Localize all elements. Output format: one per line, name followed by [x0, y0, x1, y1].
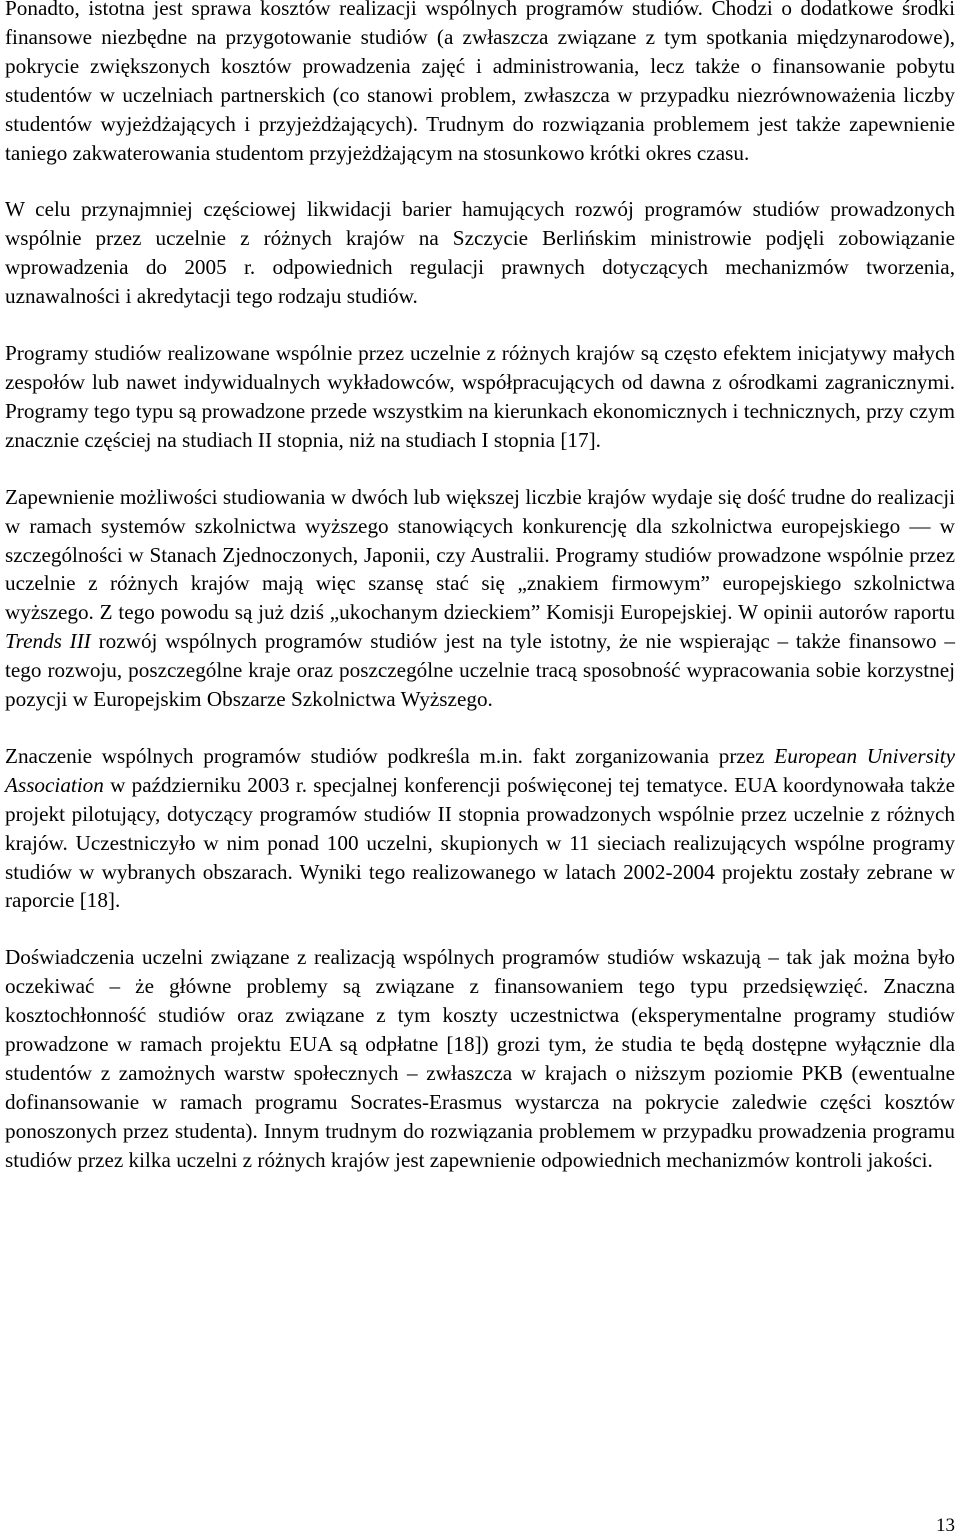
paragraph-experience: Doświadczenia uczelni związane z realizacją wspólnych programów studiów wskazują – tak jak można było oczekiwać – że główne problemy są związane z finansowaniem tego typu przedsięwzięć. Znaczna kosztochłonność studiów oraz związane z tym koszty uczestnictwa (eksperymentalne programy studiów prowadzone w ramach projektu EUA są odpłatne [18]) grozi tym, że studia te będą dostępne wyłącznie dla studentów z zamożnych warstw społecznych – zwłaszcza w krajach o niższym poziomie PKB (ewentualne dofinansowanie w ramach programu Socrates-Erasmus wystarcza na pokrycie zaledwie części kosztów ponoszonych przez studenta). Innym trudnym do rozwiązania problemem w przypadku prowadzenia programu studiów przez kilka uczelni z różnych krajów jest zapewnienie odpowiednich mechanizmów kontroli jakości. [5, 945, 955, 1172]
paragraph-text-part: w październiku 2003 r. specjalnej konferencji poświęconej tej tematyce. EUA koordynowała także projekt pilotujący, dotyczący programów studiów II stopnia prowadzonych wspólnie przez uczelnie z różnych krajów. Uczestniczyło w nim ponad 100 uczelni, skupionych w 11 sieciach realizujących wspólne programy studiów w wybranych obszarach. Wyniki tego realizowanego w latach 2002-2004 projektu zostały zebrane w raporcie [18]. [5, 772, 955, 913]
paragraph-initiatives: Programy studiów realizowane wspólnie przez uczelnie z różnych krajów są często efektem inicjatywy małych zespołów lub nawet indywidualnych wykładowców, współpracujących od dawna z ośrodkami zagranicznymi. Programy tego typu są prowadzone przede wszystkim na kierunkach ekonomicznych i technicznych, przy czym znacznie częściej na studiach II stopnia, niż na studiach I stopnia [17]. [5, 341, 955, 452]
paragraph-text-part: rozwój wspólnych programów studiów jest na tyle istotny, że nie wspierając – także finansowo – tego rozwoju, poszczególne kraje oraz poszczególne uczelnie tracą sposobność wypracowania sobie korzystnej pozycji w Europejskim Obszarze Szkolnictwa Wyższego. [5, 629, 955, 712]
page-number: 13 [936, 1515, 955, 1536]
paragraph-trends-iii [5, 483, 955, 714]
paragraph-text-part: Zapewnienie możliwości studiowania w dwóch lub większej liczbie krajów wydaje się dość trudne do realizacji w ramach systemów szkolnictwa wyższego stanowiących konkurencję dla szkolnictwa europejskiego — w szczególności w Stanach Zjednoczonych, Japonii, czy Australii. Programy studiów prowadzone wspólnie przez uczelnie z różnych krajów mają więc szansę stać się „znakiem firmowym” europejskiego szkolnictwa wyższego. Z tego powodu są już dziś „ukochanym dzieckiem” Komisji Europejskiej. W opinii autorów raportu [5, 484, 955, 625]
italic-report-title: Trends III [5, 629, 91, 654]
paragraph-berlin-summit: W celu przynajmniej częściowej likwidacji barier hamujących rozwój programów studiów prowadzonych wspólnie przez uczelnie z różnych krajów na Szczycie Berlińskim ministrowie podjęli zobowiązanie wprowadzenia do 2005 r. odpowiednich regulacji prawnych dotyczących mechanizmów tworzenia, uznawalności i akredytacji tego rodzaju studiów. [5, 197, 955, 309]
paragraph-text-part: Znaczenie wspólnych programów studiów podkreśla m.in. fakt zorganizowania przez [5, 743, 775, 768]
document-body [5, 0, 955, 1203]
italic-organization-name: European University Association [5, 743, 956, 797]
paragraph-eua [5, 742, 955, 915]
paragraph-costs: Ponadto, istotna jest sprawa kosztów realizacji wspólnych programów studiów. Chodzi o dodatkowe środki finansowe niezbędne na przygotowanie studiów (a zwłaszcza związane z tym spotkania międzynarodowe), pokrycie zwiększonych kosztów prowadzenia zajęć i administrowania, lecz także o finansowanie pobytu studentów w uczelniach partnerskich (co stanowi problem, zwłaszcza w przypadku niezrównoważenia liczby studentów wyjeżdżających i przyjeżdżających). Trudnym do rozwiązania problemem jest także zapewnienie taniego zakwaterowania studentom przyjeżdżającym na stosunkowo krótki okres czasu. [5, 0, 955, 165]
